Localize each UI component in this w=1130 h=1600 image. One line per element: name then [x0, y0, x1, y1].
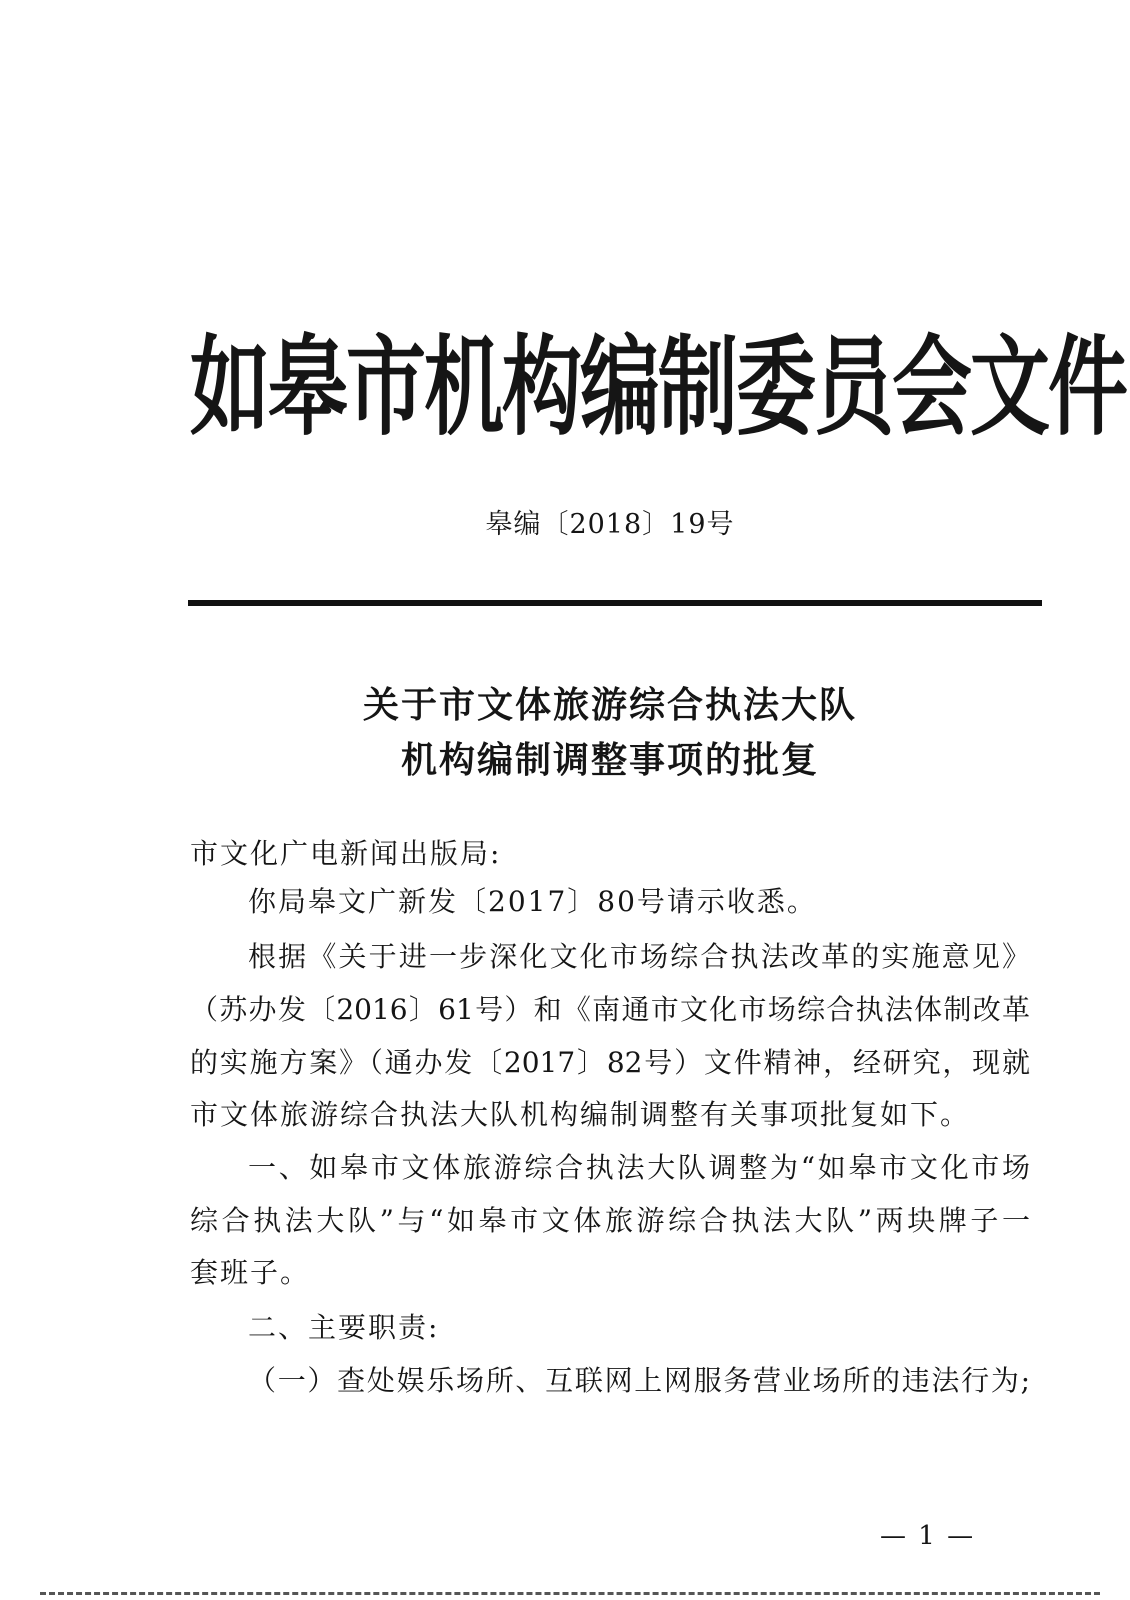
paragraph-duty-item-1: （一）查处娱乐场所、互联网上网服务营业场所的违法行为;: [248, 1364, 1030, 1397]
document-title: 如皋市机构编制委员会文件: [190, 324, 1126, 451]
paragraph-basis-line: 的实施方案》（通办发〔2017〕82号）文件精神，经研究，现就: [190, 1046, 1030, 1079]
scan-bottom-edge: [40, 1592, 1100, 1598]
header-divider: [188, 600, 1042, 606]
paragraph-item-one-line: 套班子。: [190, 1256, 311, 1289]
paragraph-item-one-line: 一、如皋市文体旅游综合执法大队调整为“如皋市文化市场: [248, 1151, 1030, 1184]
page-number: — 1 —: [880, 1521, 976, 1551]
paragraph-basis-line: （苏办发〔2016〕61号）和《南通市文化市场综合执法体制改革: [190, 993, 1030, 1026]
paragraph-duties-heading: 二、主要职责:: [248, 1311, 440, 1344]
subject-heading-line-1: 关于市文体旅游综合执法大队: [362, 684, 857, 726]
document-number: 皋编〔2018〕19号: [485, 509, 735, 540]
recipient: 市文化广电新闻出版局:: [190, 837, 502, 870]
paragraph-acknowledgement: 你局皋文广新发〔2017〕80号请示收悉。: [248, 885, 817, 918]
subject-heading-line-2: 机构编制调整事项的批复: [400, 739, 819, 781]
paragraph-basis-line: 市文体旅游综合执法大队机构编制调整有关事项批复如下。: [190, 1098, 971, 1131]
paragraph-basis-line: 根据《关于进一步深化文化市场综合执法改革的实施意见》: [248, 940, 1030, 973]
paragraph-item-one-line: 综合执法大队”与“如皋市文体旅游综合执法大队”两块牌子一: [190, 1204, 1030, 1237]
